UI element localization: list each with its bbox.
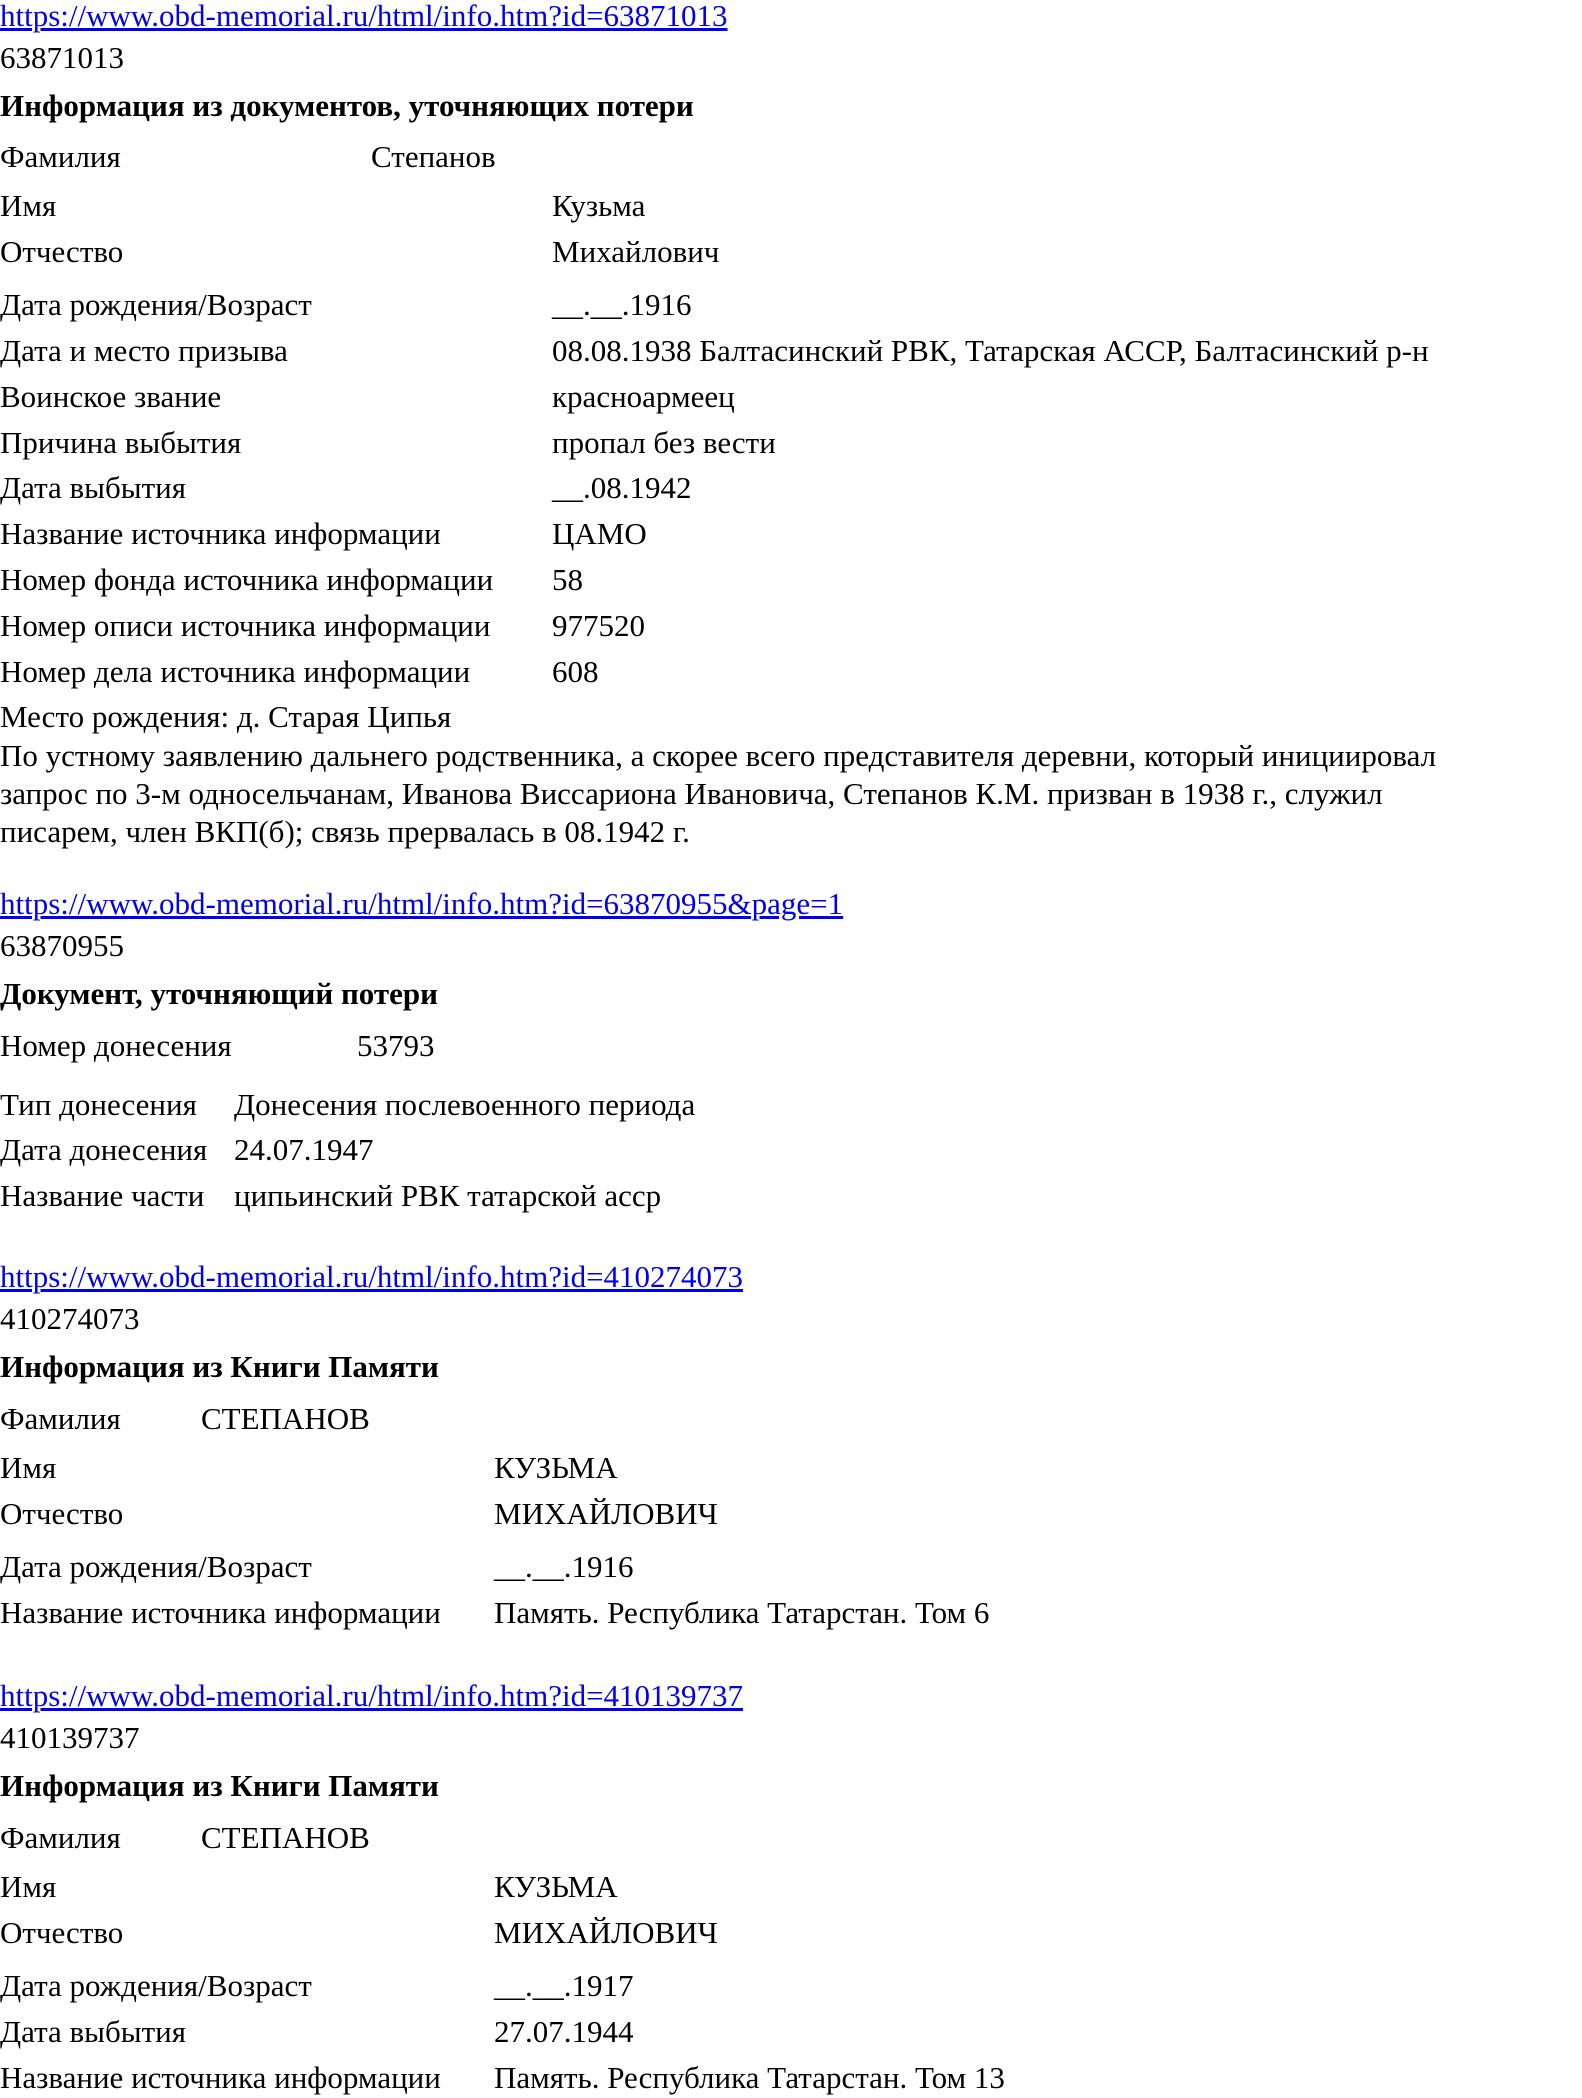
field-value: 53793 [357, 1028, 435, 1063]
record-link[interactable]: https://www.obd-memorial.ru/html/info.htm?id=63870955&page=1 [0, 886, 844, 921]
field-value: КУЗЬМА [494, 1869, 618, 1904]
field-value: СТЕПАНОВ [201, 1820, 370, 1855]
field-label: Причина выбытия [0, 425, 242, 460]
record-heading: Информация из Книги Памяти [0, 1768, 439, 1803]
field-value: красноармеец [552, 379, 735, 414]
field-label: Дата рождения/Возраст [0, 1968, 312, 2003]
note-line: запрос по 3-м односельчанам, Иванова Виссариона Ивановича, Степанов К.М. призван в 1938 г., служил [0, 776, 1383, 811]
field-label: Номер донесения [0, 1028, 232, 1063]
field-label: Дата рождения/Возраст [0, 287, 312, 322]
field-value: Память. Республика Татарстан. Том 13 [494, 2060, 1005, 2095]
field-value: Донесения послевоенного периода [234, 1087, 696, 1122]
field-value: 977520 [552, 608, 645, 643]
birthplace: Место рождения: д. Старая Ципья [0, 699, 452, 734]
field-label: Имя [0, 188, 57, 223]
field-label: Номер фонда источника информации [0, 562, 494, 597]
field-value: __.08.1942 [552, 470, 692, 505]
record-link[interactable]: https://www.obd-memorial.ru/html/info.htm?id=410139737 [0, 1678, 744, 1713]
record-link[interactable]: https://www.obd-memorial.ru/html/info.htm?id=410274073 [0, 1259, 744, 1294]
field-value: __.__.1916 [552, 287, 692, 322]
field-label: Название части [0, 1178, 205, 1213]
record-id: 410274073 [0, 1301, 140, 1336]
field-value: 58 [552, 562, 583, 597]
field-label: Название источника информации [0, 1595, 441, 1630]
record-heading: Информация из Книги Памяти [0, 1349, 439, 1384]
record-id: 63870955 [0, 928, 124, 963]
field-label: Воинское звание [0, 379, 222, 414]
field-label: Фамилия [0, 1820, 121, 1855]
field-value: Кузьма [552, 188, 646, 223]
field-value: Степанов [371, 139, 496, 174]
field-label: Дата выбытия [0, 2014, 186, 2049]
field-label: Имя [0, 1450, 57, 1485]
field-value: __.__.1916 [494, 1549, 634, 1584]
field-value: МИХАЙЛОВИЧ [494, 1915, 718, 1950]
field-label: Дата и место призыва [0, 333, 288, 368]
field-value: МИХАЙЛОВИЧ [494, 1496, 718, 1531]
field-label: Фамилия [0, 139, 121, 174]
field-label: Дата выбытия [0, 470, 186, 505]
field-label: Имя [0, 1869, 57, 1904]
field-label: Номер описи источника информации [0, 608, 491, 643]
field-label: Дата донесения [0, 1132, 208, 1167]
field-value: ципьинский РВК татарской асср [234, 1178, 662, 1213]
field-value: Михайлович [552, 234, 720, 269]
field-label: Название источника информации [0, 516, 441, 551]
field-label: Название источника информации [0, 2060, 441, 2095]
record-heading: Информация из документов, уточняющих потери [0, 88, 694, 123]
field-label: Фамилия [0, 1401, 121, 1436]
record-id: 63871013 [0, 40, 124, 75]
field-value: СТЕПАНОВ [201, 1401, 370, 1436]
note-line: писарем, член ВКП(б); связь прервалась в 08.1942 г. [0, 814, 690, 849]
field-value: Память. Республика Татарстан. Том 6 [494, 1595, 990, 1630]
field-value: ЦАМО [552, 516, 647, 551]
note-line: По устному заявлению дальнего родственника, а скорее всего представителя деревни, который инициировал [0, 738, 1437, 773]
field-value: 27.07.1944 [494, 2014, 634, 2049]
field-label: Дата рождения/Возраст [0, 1549, 312, 1584]
field-value: __.__.1917 [494, 1968, 634, 2003]
field-value: 608 [552, 654, 599, 689]
field-label: Отчество [0, 1915, 124, 1950]
field-value: КУЗЬМА [494, 1450, 618, 1485]
record-heading: Документ, уточняющий потери [0, 976, 438, 1011]
field-label: Тип донесения [0, 1087, 197, 1122]
record-id: 410139737 [0, 1720, 140, 1755]
field-value: 08.08.1938 Балтасинский РВК, Татарская АССР, Балтасинский р-н [552, 333, 1429, 368]
field-value: 24.07.1947 [234, 1132, 374, 1167]
record-link[interactable]: https://www.obd-memorial.ru/html/info.htm?id=63871013 [0, 0, 728, 33]
field-label: Номер дела источника информации [0, 654, 471, 689]
field-label: Отчество [0, 234, 124, 269]
field-label: Отчество [0, 1496, 124, 1531]
field-value: пропал без вести [552, 425, 776, 460]
